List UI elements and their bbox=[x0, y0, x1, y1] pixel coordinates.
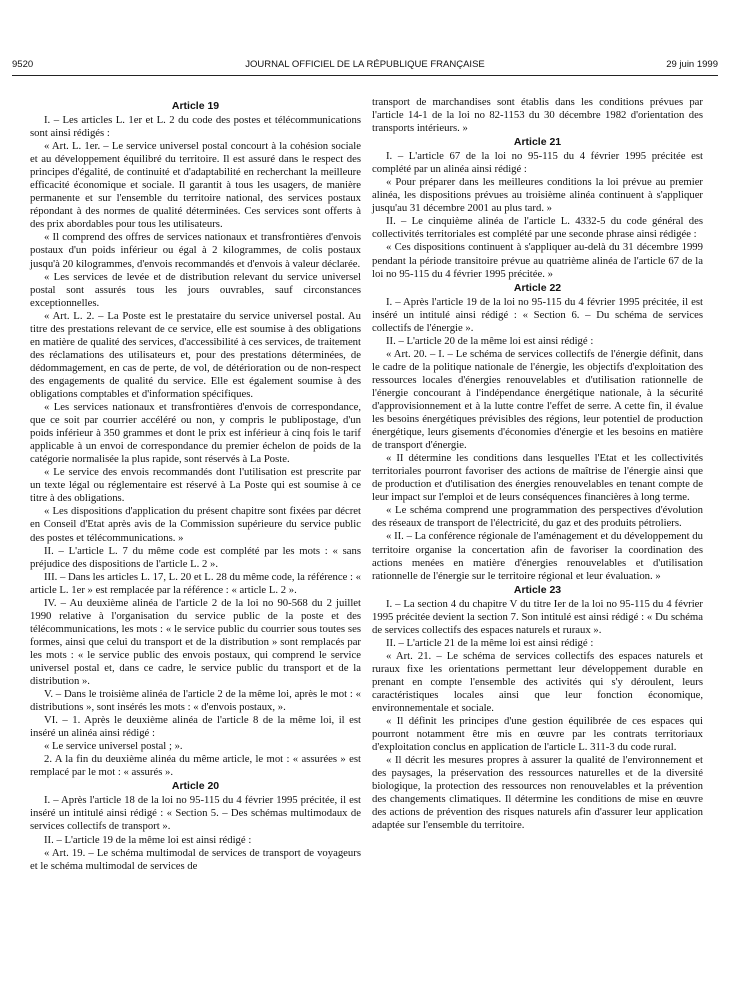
article-heading: Article 23 bbox=[513, 583, 562, 596]
paragraph: I. – Après l'article 19 de la loi no 95-115 du 4 février 1995 précitée, il est inséré un intitulé ainsi rédigé : « Section 6. – Du schéma de services collectifs de l'énergie ». bbox=[372, 295, 703, 334]
paragraph: II. – L'article L. 7 du même code est complété par les mots : « sans préjudice des dispositions de l'article L. 2 ». bbox=[30, 544, 361, 570]
paragraph: « Les services de levée et de distribution relevant du service universel postal sont assurés tous les jours ouvrables, sauf circonstances exceptionnelles. bbox=[30, 270, 361, 309]
paragraph: « Le service universel postal ; ». bbox=[44, 740, 183, 753]
paragraph: 2. A la fin du deuxième alinéa du même article, le mot : « assurées » est remplacé par le mot : « assurés ». bbox=[30, 753, 361, 779]
paragraph: « Le schéma comprend une programmation des perspectives d'évolution des réseaux de transport de l'électricité, du gaz et des produits pétroliers. bbox=[372, 504, 703, 530]
paragraph: « Il comprend des offres de services nationaux et transfrontières d'envois postaux d'un poids inférieur ou égal à 2 kilogrammes, de colis postaux jusqu'à 20 kilogrammes, d'envois recommandés et d'envois à valeur déclarée. bbox=[30, 231, 361, 270]
paragraph: « Il décrit les mesures propres à assurer la qualité de l'environnement et des paysages, la préservation des ressources naturelles et de la diversité biologique, la protection des ressources non renouvelables et la prévention des changements climatiques. Il détermine les conditions de mise en œuvre des actions de prévention des risques naturels afin d'assurer leur application adaptée sur l'ensemble du territoire. bbox=[372, 754, 703, 832]
paragraph: I. – L'article 67 de la loi no 95-115 du 4 février 1995 précitée est complété par un alinéa ainsi rédigé : bbox=[372, 150, 703, 176]
paragraph: « Il définit les principes d'une gestion équilibrée de ces espaces qui pourront notamment être mis en œuvre par les contrats territoriaux d'exploitation conclus en application de l'article L. 311-3 du code rural. bbox=[372, 715, 703, 754]
paragraph: « II détermine les conditions dans lesquelles l'Etat et les collectivités territoriales pourront favoriser des actions de maîtrise de l'énergie ainsi que de production et d'utilisation des énergies renouvelables en tenant compte de leur impact sur l'emploi et de leurs conséquences financières à long terme. bbox=[372, 452, 703, 504]
publication-date: 29 juin 1999 bbox=[666, 59, 718, 70]
paragraph: « Les services nationaux et transfrontières d'envois de correspondance, que ce soit par courrier accéléré ou non, y compris le publipostage, d'un poids inférieur à 350 grammes et dont le prix est inférieur à cinq fois le tarif applicable à un envoi de correspondance du premier échelon de poids de la catégorie normalisée la plus rapide, sont réservés à La Poste. bbox=[30, 401, 361, 466]
article-heading: Article 22 bbox=[513, 281, 562, 294]
paragraph: « Pour préparer dans les meilleures conditions la loi prévue au premier alinéa, les dispositions prévues au troisième alinéa continuent à s'appliquer jusqu'au 31 décembre 2001 au plus tard. » bbox=[372, 176, 703, 215]
article-heading: Article 21 bbox=[513, 136, 562, 149]
paragraph: V. – Dans le troisième alinéa de l'article 2 de la même loi, après le mot : « distributions », sont insérés les mots : « d'envois postaux, ». bbox=[30, 688, 361, 714]
paragraph: « II. – La conférence régionale de l'aménagement et du développement du territoire organise la concertation afin de favoriser la coordination des actions menées en matière d'énergies renouvelables et d'utilisation rationnelle de l'énergie sur le territoire régional et leur évaluation. » bbox=[372, 530, 703, 582]
page-number: 9520 bbox=[12, 59, 34, 70]
paragraph: VI. – 1. Après le deuxième alinéa de l'article 8 de la même loi, il est inséré un alinéa ainsi rédigé : bbox=[30, 714, 361, 740]
article-heading: Article 20 bbox=[171, 780, 220, 793]
paragraph: II. – L'article 21 de la même loi est ainsi rédigé : bbox=[386, 636, 594, 649]
paragraph: « Ces dispositions continuent à s'appliquer au-delà du 31 décembre 1999 pendant la période transitoire prévue au quatrième alinéa de l'article 67 de la loi no 95-115 du 4 février 1995 précitée. » bbox=[372, 241, 703, 280]
paragraph: « Le service des envois recommandés dont l'utilisation est prescrite par un texte légal ou réglementaire est réservé à La Poste qui est soumise à ce titre à des obligations. bbox=[30, 466, 361, 505]
paragraph: « Art. L. 1er. – Le service universel postal concourt à la cohésion sociale et au développement équilibré du territoire. Il est assuré dans le respect des principes d'égalité, de continuité et d'adaptabilité en recherchant la meilleure efficacité économique et sociale. Il garantit à tous les usagers, de manière permanente et sur l'ensemble du territoire national, des services postaux répondant à des normes de qualité déterminées. Ces services sont offerts à des prix abordables pour tous les utilisateurs. bbox=[30, 140, 361, 231]
journal-title: JOURNAL OFFICIEL DE LA RÉPUBLIQUE FRANÇAISE bbox=[245, 59, 485, 70]
right-column bbox=[372, 96, 703, 832]
paragraph: I. – Les articles L. 1er et L. 2 du code des postes et télécommunications sont ainsi rédigés : bbox=[30, 114, 361, 140]
left-column bbox=[30, 99, 361, 873]
page-header bbox=[12, 59, 718, 73]
paragraph: « Art. 21. – Le schéma de services collectifs des espaces naturels et ruraux fixe les orientations permettant leur développement durable en prenant en compte l'ensemble des activités qui s'y déroulent, leurs caractéristiques locales ainsi que leur fonction économique, environnementale et sociale. bbox=[372, 649, 703, 715]
paragraph: « Les dispositions d'application du présent chapitre sont fixées par décret en Conseil d'Etat après avis de la Commission supérieure du service public des postes et télécommunications. » bbox=[30, 505, 361, 544]
paragraph: IV. – Au deuxième alinéa de l'article 2 de la loi no 90-568 du 2 juillet 1990 relative à l'organisation du service public de la poste et des télécommunications, les mots : « le service public du courrier sous toutes ses formes, ainsi que celui du transport et de la distribution » sont remplacés par les mots : « le service public des envois postaux, qui comprend le service universel postal et, dans ce cadre, le service public du transport et de la distribution ». bbox=[30, 596, 361, 688]
paragraph: II. – Le cinquième alinéa de l'article L. 4332-5 du code général des collectivités territoriales est complété par une seconde phrase ainsi rédigée : bbox=[372, 215, 703, 241]
paragraph: I. – La section 4 du chapitre V du titre Ier de la loi no 95-115 du 4 février 1995 précitée devient la section 7. Son intitulé est ainsi rédigé : « Du schéma de services collectifs des espaces naturels et ruraux ». bbox=[372, 597, 703, 636]
paragraph: « Art. L. 2. – La Poste est le prestataire du service universel postal. Au titre des prestations relevant de ce service, elle est soumise à des obligations en matière de qualité des services, d'accessibilité à ces services, de traitement des réclamations des utilisateurs et, pour des prestations déterminées, de dédommagement, en cas de perte, de vol, de détérioration ou de non-respect des engagements de qualité du service. Elle est également soumise à des obligations comptables et d'information spécifiques. bbox=[30, 309, 361, 400]
paragraph: « Art. 19. – Le schéma multimodal de services de transport de voyageurs et le schéma multimodal de services de bbox=[30, 846, 361, 872]
paragraph: I. – Après l'article 18 de la loi no 95-115 du 4 février 1995 précitée, il est inséré un intitulé ainsi rédigé : « Section 5. – Des schémas multimodaux de services collectifs de transport ». bbox=[30, 794, 361, 833]
paragraph: II. – L'article 20 de la même loi est ainsi rédigé : bbox=[386, 334, 594, 347]
paragraph: « Art. 20. – I. – Le schéma de services collectifs de l'énergie définit, dans le cadre de la politique nationale de l'énergie, les objectifs d'exploitation des ressources locales d'énergies renouvelables et d'utilisation rationnelle de l'énergie concourant à l'indépendance énergétique nationale, à la sécurité d'approvisionnement et à la lutte contre l'effet de serre. A cette fin, il évalue les besoins énergétiques prévisibles des régions, leur potentiel de production énergétique, leurs gisements d'économies d'énergie et les besoins en matière de transport d'énergie. bbox=[372, 347, 703, 452]
paragraph: III. – Dans les articles L. 17, L. 20 et L. 28 du même code, la référence : « article L. 1er » est remplacée par la référence : « article L. 2 ». bbox=[30, 570, 361, 596]
paragraph: II. – L'article 19 de la même loi est ainsi rédigé : bbox=[44, 833, 252, 846]
paragraph: transport de marchandises sont établis dans les conditions prévues par l'article 14-1 de la loi no 82-1153 du 30 décembre 1982 d'orientation des transports intérieurs. » bbox=[372, 96, 703, 135]
article-heading: Article 19 bbox=[171, 100, 220, 112]
header-rule bbox=[12, 75, 718, 76]
